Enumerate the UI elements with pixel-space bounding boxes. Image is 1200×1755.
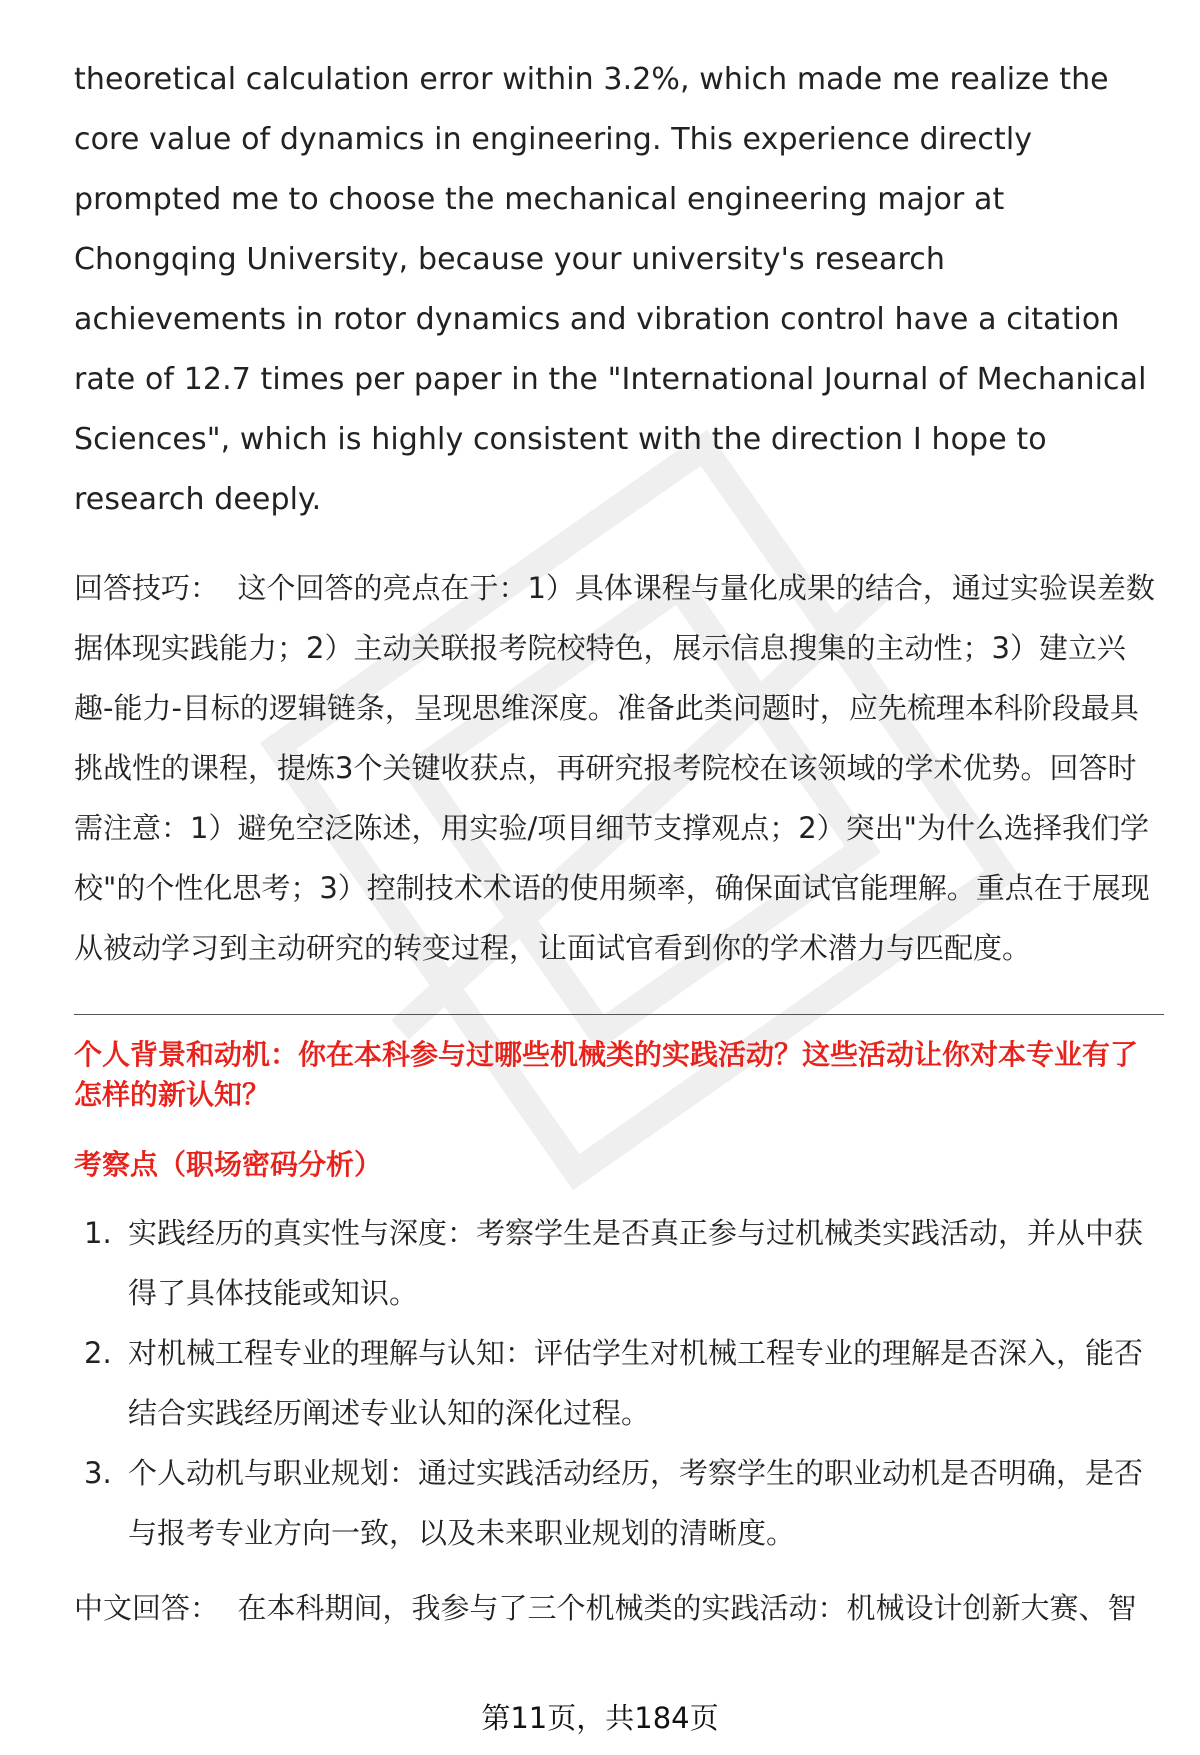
focus-points-title: 考察点（职场密码分析） — [74, 1148, 383, 1181]
page-number-footer: 第11页，共184页 — [481, 1701, 719, 1735]
english-answer-paragraph: theoretical calculation error within 3.2%, which made me realize the core value of dynamics in engineering. This experience directly prompted me to choose the mechanical engineering major at Chongqing University, because your university's research achievements in rotor dynamics and vibration control have a citation rate of 12.7 times per paper in the "International Journal of Mechanical Sciences", which is highly consistent with the direction I hope to research deeply. — [74, 62, 1147, 517]
focus-points-list — [74, 1203, 1164, 1563]
focus-point-number: 1. — [84, 1216, 112, 1250]
answer-tips-text: 这个回答的亮点在于：1）具体课程与量化成果的结合，通过实验误差数据体现实践能力；2）主动关联报考院校特色，展示信息搜集的主动性；3）建立兴趣-能力-目标的逻辑链条，呈现思维深度。准备此类问题时，应先梳理本科阶段最具挑战性的课程，提炼3个关键收获点，再研究报考院校在该领域的学术优势。回答时需注意：1）避免空泛陈述，用实验/项目细节支撑观点；2）突出"为什么选择我们学校"的个性化思考；3）控制技术术语的使用频率，确保面试官能理解。重点在于展现从被动学习到主动研究的转变过程，让面试官看到你的学术潜力与匹配度。 — [74, 571, 1155, 965]
document-page — [74, 50, 1164, 1633]
section-divider — [74, 1014, 1164, 1015]
focus-point-number: 3. — [84, 1456, 112, 1490]
focus-point-item — [74, 1203, 1164, 1323]
focus-point-item — [74, 1443, 1164, 1563]
focus-point-text: 实践经历的真实性与深度：考察学生是否真正参与过机械类实践活动，并从中获得了具体技能或知识。 — [128, 1216, 1144, 1310]
focus-point-text: 对机械工程专业的理解与认知：评估学生对机械工程专业的理解是否深入，能否结合实践经历阐述专业认知的深化过程。 — [128, 1336, 1144, 1430]
focus-point-number: 2. — [84, 1336, 112, 1370]
chinese-answer-paragraph — [74, 1583, 1164, 1633]
chinese-answer-text: 在本科期间，我参与了三个机械类的实践活动：机械设计创新大赛、智 — [237, 1591, 1137, 1625]
question-title: 个人背景和动机：你在本科参与过哪些机械类的实践活动？这些活动让你对本专业有了怎样的新认知？ — [74, 1038, 1139, 1111]
answer-tips-paragraph — [74, 558, 1164, 978]
chinese-answer-label: 中文回答： — [74, 1591, 220, 1625]
focus-point-text: 个人动机与职业规划：通过实践活动经历，考察学生的职业动机是否明确，是否与报考专业方向一致，以及未来职业规划的清晰度。 — [128, 1456, 1144, 1550]
answer-tips-label: 回答技巧： — [74, 571, 220, 605]
focus-point-item — [74, 1323, 1164, 1443]
